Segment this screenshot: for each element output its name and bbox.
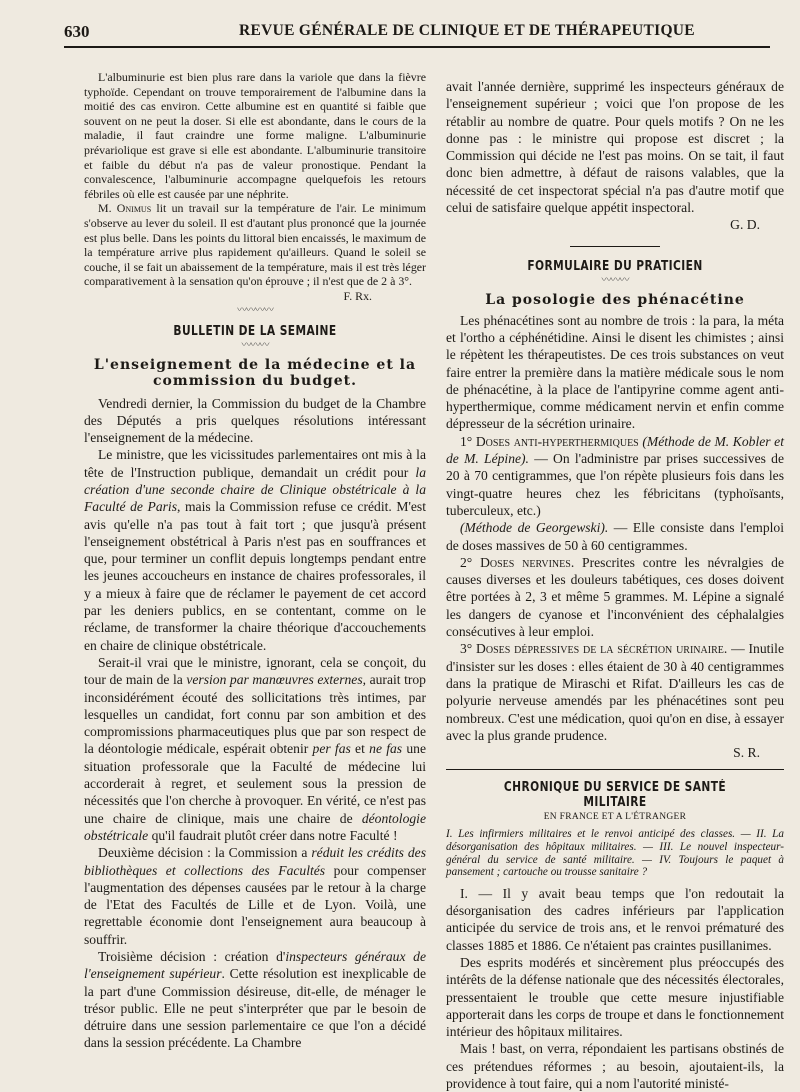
wave-divider: 〰〰〰 — [601, 274, 629, 286]
formulaire-subhead: La posologie des phénacétine — [485, 291, 745, 308]
running-head: REVUE GÉNÉRALE DE CLINIQUE ET DE THÉRAPEUTIQUE — [239, 22, 695, 39]
dose-label: 1° Doses anti-hyperthermiques — [460, 433, 639, 449]
text-span: qu'il faudrait plutôt créer dans notre Faculté ! — [148, 827, 398, 843]
wave-divider: 〰〰〰〰 — [237, 304, 273, 316]
text-span: — On l'administre par prises successives de 20 à 70 centigrammes, que l'on répète plusieurs fois dans les vingt-quatre heures chez les fébricitans (typhoïsants, tuberculeux, etc.) — [446, 451, 784, 518]
page-header — [64, 12, 770, 48]
formulaire-paragraph-1: Les phénacétines sont au nombre de trois : la para, la méta et l'ortho a céphénétidine. Ainsi le disent les chimistes ; ainsi le répètent les thérapeutistes. De ces trois substances on veut faire entrer la première dans la matière médicale sous le nom de phénacétine, à la place de l'antipyrine comme agent anti-hyperthermique, comme médicament nervin et enfin comme dépresseur de la sécrétion urinaire. — [446, 312, 784, 432]
section-rule — [446, 769, 784, 770]
bulletin-paragraph-5 — [84, 948, 426, 1052]
continued-paragraph: avait l'année dernière, supprimé les inspecteurs généraux de l'enseignement supérieur ; voici que l'on propose de les rétablir au nombre de quatre. Pour quels motifs ? On ne les donne pas : le ministre qui propose est discret ; la Commission qui décide ne l'est pas moins. On se tait, il faut donc bien admettre, à défaut de raisons valables, que la nécessité de cet inspectorat spécial n'a pas d'autre motif que celui de satisfaire quelque appétit inspectoral. — [446, 79, 784, 216]
signature-frx-text: F. Rx. — [343, 288, 372, 303]
wave-divider: 〰〰〰 — [241, 339, 269, 351]
italic-span: (Méthode de Georgewski). — [460, 520, 609, 536]
text-span: Le ministre, que les vicissitudes parlementaires ont mis à la tête de l'Instruction publique, demandait un crédit pour — [84, 447, 426, 480]
text-span: — Inutile d'insister sur les doses : elles étaient de 30 à 40 centigrammes dans la pratique de Miraschi et Rifat. D'ailleurs les cas de polyurie nerveuse amendés par les phénacétines sont peu nombreux. C'est une médication, quoi qu'on en dise, à essayer avec la plus grande prudence. — [446, 641, 784, 743]
italic-span: ne fas — [369, 741, 403, 757]
text-span: . Cette résolution est inexplicable de la part d'une Commission désireuse, dit-elle, de ménager le trésor public. Elle ne peut s'interpréter que par le besoin de détruire dans une session parlementaire ce que l'on a décidé dans la session précédente. La Chambre — [84, 966, 427, 1051]
text-span: , aurait trop inconsidérément écouté des sollicitations très intimes, par lesquelles un candidat, fort connu par son ambition et des compromissions pharmaceutiques plus que par son respect de la déontologie médicale, espérait obtenir — [84, 672, 426, 757]
italic-span: version par manœuvres externes — [186, 672, 363, 688]
text-span: Serait-il vrai que le ministre, ignorant, cela se conçoit, du tour de main de la — [84, 654, 426, 688]
text-span: une situation professorale que la Faculté de médecine lui accorderait à regret, et seulement sous la pression de nécessités que l'on cherche à provoquer. En vérité, ce n'est pas une chaire de clinique, mais une chaire de — [84, 741, 427, 826]
text-span: et — [350, 741, 370, 757]
dose-label: 2° Doses nervines. — [460, 554, 575, 570]
bulletin-paragraph-4 — [84, 844, 426, 948]
formulaire-paragraph-3 — [446, 519, 784, 554]
italic-span: per fas — [312, 741, 351, 757]
italic-span: inspecteurs généraux de l'enseignement supérieur — [84, 949, 426, 982]
text-span: Prescrites contre les névralgies de causes diverses et les douleurs tabétiques, ces doses doivent être portées à 2, 3 et même 5 grammes. M. Lépine a signalé les dangers de cyanose et l'inconvénient des céphalalgies consécutives à leur emploi. — [446, 554, 784, 640]
formulaire-paragraph-2 — [446, 433, 784, 519]
chronique-paragraph-2: Des esprits modérés et sincèrement plus préoccupés des intérêts de la défense nationale que des nécessités électorales, pressentaient le trouble que cette mesure injustifiable apporterait dans les corps de troupe et dans le fonctionnement intérieur des hôpitaux militaires. — [446, 954, 784, 1040]
para-variole: L'albuminurie est bien plus rare dans la variole que dans la fièvre typhoïde. Cependant on trouve temporairement de l'albumine dans la moitié des cas environ. Cette albumine est en quantité si faible que souvent on ne peut la doser. Si elle est abondante, dans le cours de la maladie, il faut craindre une forme maligne. L'albuminurie prévariolique est grave si elle est abondante. L'albuminurie transitoire et faible du début n'a pas de valeur pronostique. Pendant la convalescence, l'albuminurie accompagne quelquefois les retours fébriles où elle est causée par une néphrite. — [84, 70, 426, 201]
chronique-title: CHRONIQUE DU SERVICE DE SANTÉ MILITAIRE — [503, 780, 727, 811]
chronique-paragraph-1: I. — Il y avait beau temps que l'on redoutait la désorganisation des cadres inférieurs par l'application anticipée du service de trois ans, et le renvoi prématuré des classes 1885 et 1886. Ce n'étaient pas craintes pusillanimes. — [446, 885, 784, 953]
text-span: — Elle consiste dans l'emploi de doses massives de 50 à 60 centigrammes. — [446, 520, 785, 553]
formulaire-paragraph-4 — [446, 554, 784, 640]
signature-gd: G. D. — [730, 217, 760, 233]
bulletin-paragraph-2 — [84, 446, 426, 654]
para-onimus-text: lit un travail sur la température de l'air. Le minimum s'observe au lever du soleil. Il est d'autant plus prononcé que la journée est plus belle. Dans les points du littoral bien encaissés, le maximum de la température arrive plus rapidement qu'ailleurs. Quand le soleil se couche, il se fait un abaissement de la température, mais il est très léger comparativement à la sensation qu'on éprouve ; il n'est que de 2 à 3°. — [84, 201, 426, 289]
signature-sr: S. R. — [733, 745, 760, 761]
signature-frx — [84, 289, 426, 304]
italic-span: réduit les crédits des bibliothèques et collections des Facultés — [84, 845, 426, 878]
text-span: , mais la Commission refuse ce crédit. M'est avis qu'elle n'a pas tout à fait tort ; que jusqu'à présent l'enseignement obstétrical à Paris n'est pas en souffrances et que, pour terminer un conflit depuis longtemps pendant entre les jeunes accoucheurs en instance de chaires professorales, il y a mieux à faire que de réclamer le payement de cet accord par les deniers publics, en se contentant, comme on le réclame, de transformer la chaire théorique d'accouchements en chaire de clinique obstétricale. — [84, 499, 427, 653]
text-span: Troisième décision : création d' — [98, 949, 286, 964]
page-number: 630 — [64, 22, 90, 41]
author-onimus: M. Onimus — [98, 201, 152, 216]
bulletin-subhead: L'enseignement de la médecine et la commission du budget. — [93, 356, 417, 389]
chronique-subtitle: EN FRANCE ET A L'ÉTRANGER — [543, 812, 687, 823]
para-onimus — [84, 201, 426, 289]
bulletin-paragraph-1: Vendredi dernier, la Commission du budget de la Chambre des Députés a pris quelques résolutions intéressant l'enseignement de la médecine. — [84, 395, 426, 446]
chronique-contents: I. Les infirmiers militaires et le renvoi anticipé des classes. — II. La désorganisation des hôpitaux militaires. — III. Le nouvel inspecteur-général du service de santé militaire. — IV. Toujours le paquet à pansement ; cartouche ou trousse sanitaire ? — [446, 828, 784, 879]
formulaire-title: FORMULAIRE DU PRATICIEN — [527, 258, 703, 274]
text-span: pour compenser l'augmentation des dépenses causées par le retour à la charge de l'Etat des Facultés de Lille et de Lyon. Voilà, une regrettable économie dont l'enseignement aura beaucoup à souffrir. — [84, 862, 426, 947]
italic-span: la création d'une seconde chaire de Clinique obstétricale à la Faculté de Paris — [84, 464, 426, 515]
right-column — [446, 78, 784, 1092]
left-column — [84, 70, 426, 1052]
dose-label: 3° Doses dépressives de la sécrétion urinaire. — [460, 641, 728, 657]
text-span: Deuxième décision : la Commission a — [98, 845, 312, 861]
italic-span: déontologie obstétricale — [84, 810, 426, 843]
short-divider — [570, 246, 660, 247]
bulletin-title: BULLETIN DE LA SEMAINE — [173, 323, 337, 339]
italic-span: (Méthode de M. Kobler et de M. Lépine). — [446, 433, 784, 467]
chronique-paragraph-3: Mais ! bast, on verra, répondaient les partisans obstinés de ces prétendues réformes ; au besoin, ajoutaient-ils, la providence à tout faire, qui a nom l'autorité ministé- — [446, 1041, 784, 1092]
bulletin-paragraph-3 — [84, 654, 426, 844]
formulaire-paragraph-5 — [446, 640, 784, 744]
